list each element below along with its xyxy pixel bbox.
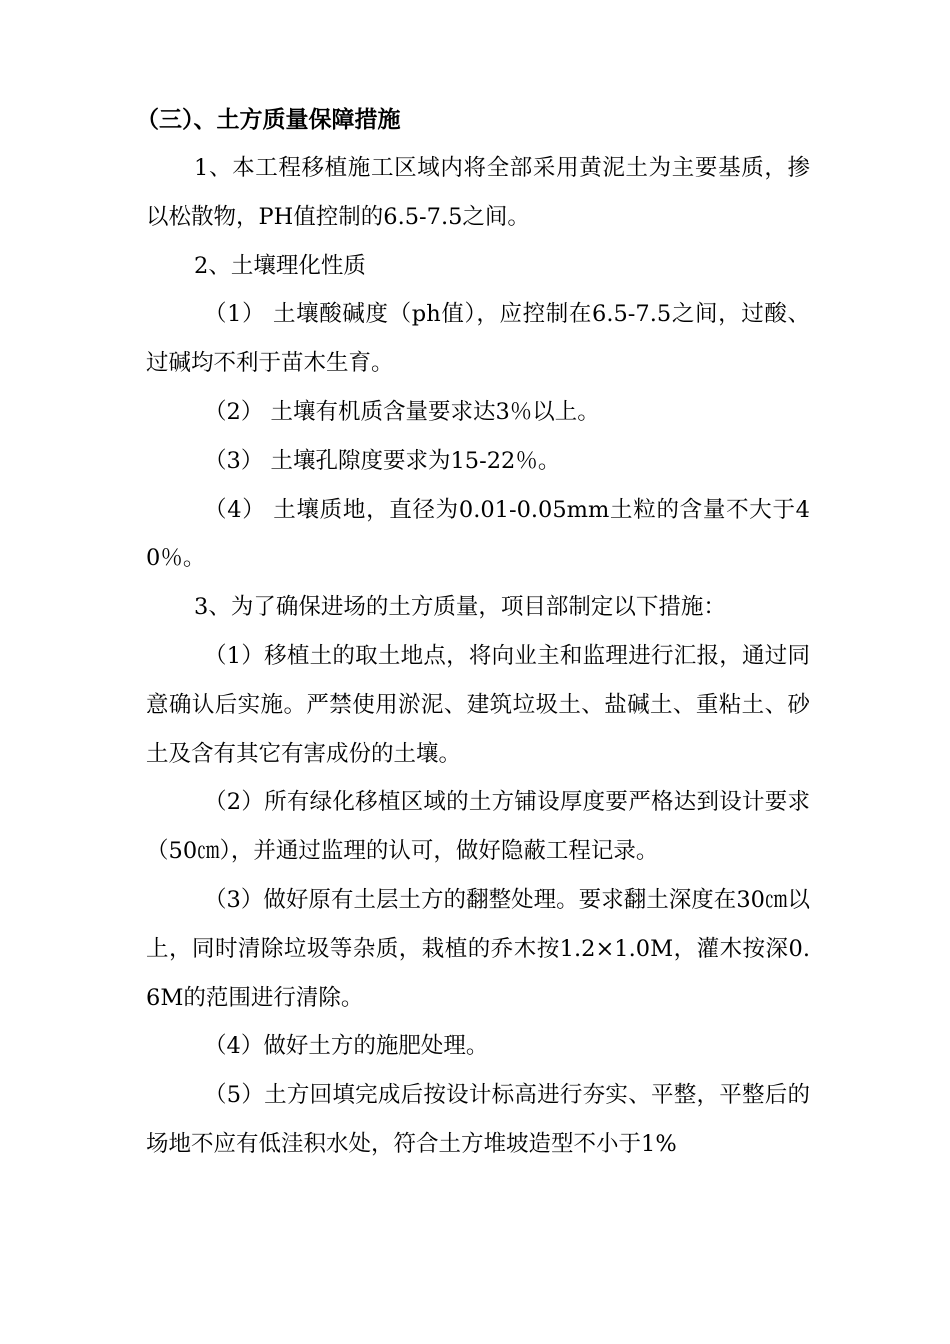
section-heading: （三）、土方质量保障措施 [136, 107, 401, 133]
document-body [136, 96, 810, 1169]
paragraph-2-1: （1） 土壤酸碱度（ph值），应控制在6.5-7.5之间，过酸、过碱均不利于苗木生育。 [146, 301, 810, 377]
paragraph-3-2: （2）所有绿化移植区域的土方铺设厚度要严格达到设计要求（50㎝），并通过监理的认可，做好隐蔽工程记录。 [146, 789, 810, 865]
paragraph-3-3: （3）做好原有土层土方的翻整处理。要求翻土深度在30㎝以上，同时清除垃圾等杂质，栽植的乔木按1.2×1.0M，灌木按深0.6M的范围进行清除。 [146, 886, 810, 1011]
paragraph-3-1: （1）移植土的取土地点，将向业主和监理进行汇报，通过同意确认后实施。严禁使用淤泥、建筑垃圾土、盐碱土、重粘土、砂土及含有其它有害成份的土壤。 [146, 642, 810, 767]
paragraph-1: 1、本工程移植施工区域内将全部采用黄泥土为主要基质，掺以松散物，PH值控制的6.5-7.5之间。 [146, 155, 810, 230]
paragraph-2-3: （3） 土壤孔隙度要求为15-22％。 [204, 447, 561, 474]
paragraph-3-4: （4）做好土方的施肥处理。 [204, 1033, 489, 1060]
paragraph-3: 3、为了确保进场的土方质量，项目部制定以下措施： [194, 594, 726, 621]
paragraph-3-5: （5）土方回填完成后按设计标高进行夯实、平整，平整后的场地不应有低洼积水处，符合土方堆坡造型不小于1% [146, 1082, 810, 1157]
paragraph-2-4: （4） 土壤质地，直径为0.01-0.05mm土粒的含量不大于40％。 [146, 496, 810, 572]
paragraph-2-2: （2） 土壤有机质含量要求达3％以上。 [204, 398, 600, 425]
paragraph-2: 2、土壤理化性质 [194, 252, 366, 279]
